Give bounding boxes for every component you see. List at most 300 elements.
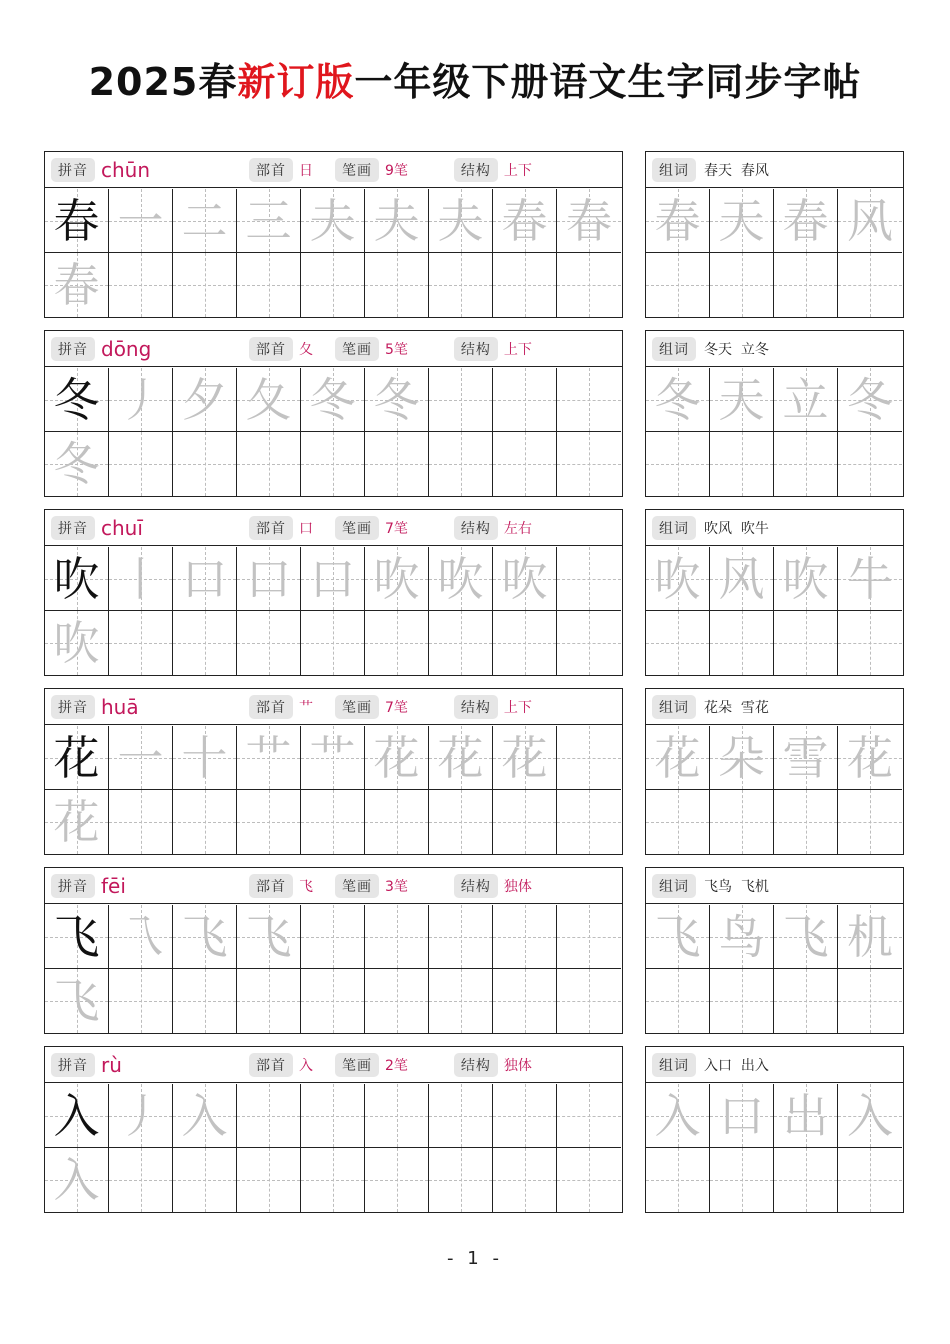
word-character: 入	[654, 1088, 701, 1143]
grid-cell[interactable]	[493, 726, 557, 790]
grid-cell[interactable]	[493, 368, 557, 432]
writing-grid	[45, 368, 621, 496]
grid-cell[interactable]	[838, 189, 902, 253]
model-character: 吹	[53, 551, 100, 606]
word-character: 立	[782, 372, 829, 427]
grid-cell[interactable]	[365, 253, 429, 317]
grid-cell[interactable]	[838, 611, 902, 675]
radical-group	[249, 1053, 313, 1077]
grid-cell[interactable]	[365, 368, 429, 432]
character-block	[44, 509, 904, 676]
title-year: 2025春	[88, 60, 238, 104]
grid-cell[interactable]	[557, 790, 621, 854]
stroke-count-value: 9笔	[385, 162, 408, 179]
word-character: 春	[782, 193, 829, 248]
words-header	[646, 689, 903, 725]
radical-group	[249, 874, 313, 898]
structure-label: 结构	[454, 695, 498, 719]
words-value: 入口 出入	[704, 1057, 769, 1074]
grid-cell[interactable]	[429, 905, 493, 969]
word-character: 风	[847, 193, 893, 248]
grid-cell[interactable]	[557, 1084, 621, 1148]
stroke-step: 花	[437, 730, 484, 785]
model-character: 春	[53, 193, 100, 248]
grid-cell[interactable]	[774, 432, 838, 496]
grid-cell[interactable]	[237, 368, 301, 432]
grid-cell[interactable]	[173, 969, 237, 1033]
grid-cell[interactable]	[109, 1084, 173, 1148]
radical-label: 部首	[249, 516, 293, 540]
grid-cell[interactable]	[838, 969, 902, 1033]
stroke-step: 夫	[309, 193, 356, 248]
words-header	[646, 1047, 903, 1083]
grid-cell[interactable]	[646, 547, 710, 611]
grid-cell[interactable]	[45, 253, 109, 317]
words-card	[645, 151, 904, 318]
writing-grid	[45, 1084, 621, 1212]
radical-label: 部首	[249, 874, 293, 898]
grid-cell[interactable]	[173, 1148, 237, 1212]
grid-cell[interactable]	[838, 726, 902, 790]
grid-cell[interactable]	[301, 432, 365, 496]
grid-cell[interactable]	[493, 547, 557, 611]
grid-cell[interactable]	[301, 726, 365, 790]
structure-group	[454, 695, 532, 719]
pinyin-group	[51, 874, 201, 898]
grid-cell[interactable]	[774, 547, 838, 611]
structure-value: 左右	[503, 520, 532, 537]
grid-cell[interactable]	[237, 611, 301, 675]
grid-cell[interactable]	[646, 790, 710, 854]
pinyin-label: 拼音	[51, 158, 95, 182]
pinyin-group	[51, 158, 201, 182]
structure-value: 上下	[503, 699, 532, 716]
grid-cell[interactable]	[109, 726, 173, 790]
practice-header	[45, 1047, 622, 1083]
writing-grid	[45, 547, 621, 675]
stroke-step: 吹	[437, 551, 484, 606]
stroke-step: 口	[309, 551, 356, 606]
practice-card	[44, 867, 623, 1034]
grid-cell[interactable]	[45, 432, 109, 496]
grid-cell[interactable]	[301, 905, 365, 969]
stroke-step: 二	[181, 193, 228, 248]
grid-cell[interactable]	[173, 611, 237, 675]
grid-cell[interactable]	[109, 1148, 173, 1212]
word-character: 冬	[847, 372, 893, 427]
stroke-step: 乁	[117, 909, 164, 964]
stroke-count-value: 7笔	[385, 699, 408, 716]
grid-cell[interactable]	[646, 969, 710, 1033]
character-block	[44, 1046, 904, 1213]
grid-cell[interactable]	[301, 790, 365, 854]
grid-cell[interactable]	[45, 969, 109, 1033]
stroke-count-group	[335, 516, 408, 540]
grid-cell[interactable]	[173, 189, 237, 253]
character-block	[44, 151, 904, 318]
words-label: 组词	[652, 337, 696, 361]
stroke-step: 一	[117, 193, 164, 248]
stroke-count-value: 3笔	[385, 878, 408, 895]
grid-cell[interactable]	[365, 1148, 429, 1212]
word-character: 春	[654, 193, 701, 248]
title-rest: 一年级下册语文生字同步字帖	[354, 60, 862, 104]
grid-cell[interactable]	[774, 611, 838, 675]
grid-cell[interactable]	[301, 368, 365, 432]
grid-cell[interactable]	[429, 1148, 493, 1212]
stroke-step: 夫	[437, 193, 484, 248]
grid-cell[interactable]	[710, 905, 774, 969]
word-character: 冬	[654, 372, 701, 427]
grid-cell[interactable]	[109, 368, 173, 432]
pinyin-value: rù	[101, 1052, 122, 1077]
grid-cell[interactable]	[838, 1148, 902, 1212]
words-card	[645, 330, 904, 497]
grid-cell[interactable]	[710, 969, 774, 1033]
grid-cell[interactable]	[557, 547, 621, 611]
grid-cell[interactable]	[237, 790, 301, 854]
grid-cell[interactable]	[557, 611, 621, 675]
radical-value: 口	[299, 520, 313, 537]
words-card	[645, 867, 904, 1034]
radical-group	[249, 516, 313, 540]
words-grid	[646, 905, 902, 1033]
word-character: 飞	[654, 909, 701, 964]
words-card	[645, 1046, 904, 1213]
grid-cell[interactable]	[710, 547, 774, 611]
practice-header	[45, 689, 622, 725]
grid-cell[interactable]	[237, 253, 301, 317]
grid-cell[interactable]	[173, 432, 237, 496]
grid-cell[interactable]	[365, 611, 429, 675]
character-block	[44, 867, 904, 1034]
grid-cell[interactable]	[237, 969, 301, 1033]
word-character: 吹	[782, 551, 829, 606]
radical-group	[249, 158, 313, 182]
grid-cell[interactable]	[429, 1084, 493, 1148]
pinyin-group	[51, 516, 201, 540]
grid-cell[interactable]	[774, 790, 838, 854]
practice-header	[45, 510, 622, 546]
word-character: 飞	[782, 909, 829, 964]
grid-cell[interactable]	[429, 790, 493, 854]
stroke-count-value: 5笔	[385, 341, 408, 358]
grid-cell[interactable]	[774, 726, 838, 790]
word-character: 鸟	[718, 909, 765, 964]
grid-cell[interactable]	[109, 905, 173, 969]
stroke-step: 吹	[373, 551, 420, 606]
grid-cell[interactable]	[237, 905, 301, 969]
pinyin-label: 拼音	[51, 1053, 95, 1077]
pinyin-label: 拼音	[51, 516, 95, 540]
model-character: 飞	[53, 909, 100, 964]
grid-cell[interactable]	[710, 611, 774, 675]
grid-cell[interactable]	[774, 1148, 838, 1212]
words-value: 吹风 吹牛	[704, 520, 769, 537]
trace-character: 冬	[53, 437, 100, 491]
grid-cell[interactable]	[173, 790, 237, 854]
practice-card	[44, 509, 623, 676]
grid-cell[interactable]	[493, 611, 557, 675]
grid-cell[interactable]	[710, 1084, 774, 1148]
model-character: 花	[53, 730, 100, 785]
grid-cell[interactable]	[301, 969, 365, 1033]
stroke-count-value: 7笔	[385, 520, 408, 537]
grid-cell[interactable]	[710, 790, 774, 854]
grid-cell[interactable]	[237, 432, 301, 496]
pinyin-value: huā	[101, 694, 139, 719]
grid-cell[interactable]	[365, 726, 429, 790]
word-character: 入	[847, 1088, 893, 1143]
grid-cell[interactable]	[646, 1084, 710, 1148]
grid-cell[interactable]	[45, 1148, 109, 1212]
grid-cell[interactable]	[646, 432, 710, 496]
grid-cell[interactable]	[45, 547, 109, 611]
grid-cell[interactable]	[774, 253, 838, 317]
grid-cell[interactable]	[365, 189, 429, 253]
grid-cell[interactable]	[301, 611, 365, 675]
grid-cell[interactable]	[710, 253, 774, 317]
grid-cell[interactable]	[557, 905, 621, 969]
grid-cell[interactable]	[237, 726, 301, 790]
grid-cell[interactable]	[45, 1084, 109, 1148]
grid-cell[interactable]	[365, 905, 429, 969]
grid-cell[interactable]	[365, 790, 429, 854]
grid-cell[interactable]	[493, 790, 557, 854]
radical-label: 部首	[249, 695, 293, 719]
grid-cell[interactable]	[109, 189, 173, 253]
grid-cell[interactable]	[710, 368, 774, 432]
grid-cell[interactable]	[365, 432, 429, 496]
stroke-count-group	[335, 1053, 408, 1077]
words-value: 飞鸟 飞机	[704, 878, 769, 895]
grid-cell[interactable]	[109, 969, 173, 1033]
pinyin-value: fēi	[101, 873, 126, 898]
structure-label: 结构	[454, 337, 498, 361]
grid-cell[interactable]	[173, 1084, 237, 1148]
pinyin-value: chuī	[101, 515, 143, 540]
grid-cell[interactable]	[710, 432, 774, 496]
stroke-count-group	[335, 695, 408, 719]
grid-cell[interactable]	[838, 432, 902, 496]
grid-cell[interactable]	[301, 1084, 365, 1148]
grid-cell[interactable]	[557, 189, 621, 253]
grid-cell[interactable]	[365, 969, 429, 1033]
title-highlight: 新订版	[237, 60, 355, 104]
grid-cell[interactable]	[429, 969, 493, 1033]
page-number: - 1 -	[447, 1248, 503, 1269]
words-grid	[646, 547, 902, 675]
structure-group	[454, 337, 532, 361]
grid-cell[interactable]	[109, 253, 173, 317]
grid-cell[interactable]	[493, 969, 557, 1033]
grid-cell[interactable]	[365, 1084, 429, 1148]
grid-cell[interactable]	[173, 905, 237, 969]
grid-cell[interactable]	[237, 547, 301, 611]
stroke-step: 春	[501, 193, 548, 248]
grid-cell[interactable]	[774, 969, 838, 1033]
grid-cell[interactable]	[365, 547, 429, 611]
words-header	[646, 331, 903, 367]
practice-card	[44, 330, 623, 497]
practice-card	[44, 151, 623, 318]
grid-cell[interactable]	[45, 189, 109, 253]
radical-label: 部首	[249, 1053, 293, 1077]
word-character: 花	[847, 730, 893, 785]
grid-cell[interactable]	[774, 905, 838, 969]
grid-cell[interactable]	[838, 547, 902, 611]
grid-cell[interactable]	[237, 1084, 301, 1148]
grid-cell[interactable]	[45, 368, 109, 432]
words-grid	[646, 726, 902, 854]
grid-cell[interactable]	[173, 368, 237, 432]
grid-cell[interactable]	[557, 368, 621, 432]
grid-cell[interactable]	[557, 969, 621, 1033]
grid-cell[interactable]	[493, 253, 557, 317]
word-character: 天	[718, 372, 765, 427]
word-character: 机	[847, 909, 893, 964]
grid-cell[interactable]	[429, 726, 493, 790]
radical-value: 入	[299, 1057, 313, 1074]
grid-cell[interactable]	[646, 253, 710, 317]
grid-cell[interactable]	[646, 1148, 710, 1212]
grid-cell[interactable]	[429, 368, 493, 432]
grid-cell[interactable]	[838, 905, 902, 969]
practice-header	[45, 152, 622, 188]
word-character: 牛	[847, 551, 893, 606]
grid-cell[interactable]	[301, 189, 365, 253]
words-header	[646, 868, 903, 904]
grid-cell[interactable]	[237, 189, 301, 253]
grid-cell[interactable]	[646, 726, 710, 790]
grid-cell[interactable]	[710, 726, 774, 790]
grid-cell[interactable]	[173, 547, 237, 611]
grid-cell[interactable]	[838, 1084, 902, 1148]
pinyin-group	[51, 695, 201, 719]
grid-cell[interactable]	[493, 1148, 557, 1212]
stroke-count-group	[335, 874, 408, 898]
words-grid	[646, 1084, 902, 1212]
stroke-count-label: 笔画	[335, 874, 379, 898]
radical-value: 飞	[299, 878, 313, 895]
grid-cell[interactable]	[838, 790, 902, 854]
grid-cell[interactable]	[557, 1148, 621, 1212]
words-card	[645, 509, 904, 676]
grid-cell[interactable]	[493, 905, 557, 969]
grid-cell[interactable]	[557, 432, 621, 496]
stroke-step: 吹	[501, 551, 548, 606]
words-label: 组词	[652, 874, 696, 898]
grid-cell[interactable]	[646, 189, 710, 253]
grid-cell[interactable]	[646, 368, 710, 432]
stroke-step: 春	[566, 193, 612, 248]
grid-cell[interactable]	[237, 1148, 301, 1212]
grid-cell[interactable]	[45, 726, 109, 790]
grid-cell[interactable]	[646, 611, 710, 675]
structure-label: 结构	[454, 516, 498, 540]
word-character: 风	[718, 551, 765, 606]
practice-header	[45, 331, 622, 367]
practice-header	[45, 868, 622, 904]
stroke-step: 夂	[245, 372, 292, 427]
grid-cell[interactable]	[493, 189, 557, 253]
structure-group	[454, 158, 532, 182]
stroke-step: 三	[245, 193, 292, 248]
grid-cell[interactable]	[301, 1148, 365, 1212]
grid-cell[interactable]	[710, 1148, 774, 1212]
grid-cell[interactable]	[429, 432, 493, 496]
structure-value: 上下	[503, 162, 532, 179]
structure-group	[454, 516, 532, 540]
structure-label: 结构	[454, 874, 498, 898]
grid-cell[interactable]	[429, 547, 493, 611]
grid-cell[interactable]	[109, 790, 173, 854]
trace-character: 飞	[53, 974, 100, 1028]
grid-cell[interactable]	[493, 1084, 557, 1148]
pinyin-value: dōng	[101, 336, 152, 361]
grid-cell[interactable]	[173, 726, 237, 790]
grid-cell[interactable]	[45, 790, 109, 854]
grid-cell[interactable]	[838, 253, 902, 317]
grid-cell[interactable]	[301, 253, 365, 317]
grid-cell[interactable]	[493, 432, 557, 496]
structure-value: 独体	[503, 1057, 532, 1074]
stroke-step: 丨	[117, 551, 164, 606]
grid-cell[interactable]	[838, 368, 902, 432]
stroke-step: 飞	[181, 909, 228, 964]
words-label: 组词	[652, 516, 696, 540]
words-label: 组词	[652, 695, 696, 719]
stroke-count-label: 笔画	[335, 516, 379, 540]
radical-label: 部首	[249, 337, 293, 361]
grid-cell[interactable]	[710, 189, 774, 253]
words-header	[646, 510, 903, 546]
grid-cell[interactable]	[774, 189, 838, 253]
practice-card	[44, 688, 623, 855]
stroke-count-group	[335, 158, 408, 182]
grid-cell[interactable]	[109, 547, 173, 611]
grid-cell[interactable]	[173, 253, 237, 317]
radical-value: 夂	[299, 341, 313, 358]
stroke-count-label: 笔画	[335, 158, 379, 182]
grid-cell[interactable]	[45, 905, 109, 969]
grid-cell[interactable]	[109, 611, 173, 675]
structure-group	[454, 874, 532, 898]
words-label: 组词	[652, 1053, 696, 1077]
grid-cell[interactable]	[429, 253, 493, 317]
stroke-step: 口	[245, 551, 292, 606]
grid-cell[interactable]	[429, 611, 493, 675]
grid-cell[interactable]	[646, 905, 710, 969]
stroke-step: 夕	[181, 372, 228, 427]
page-title	[0, 52, 950, 112]
grid-cell[interactable]	[774, 368, 838, 432]
writing-grid	[45, 189, 621, 317]
stroke-step: 冬	[309, 372, 356, 427]
words-value: 冬天 立冬	[704, 341, 769, 358]
grid-cell[interactable]	[774, 1084, 838, 1148]
grid-cell[interactable]	[301, 547, 365, 611]
structure-label: 结构	[454, 158, 498, 182]
grid-cell[interactable]	[45, 611, 109, 675]
grid-cell[interactable]	[557, 253, 621, 317]
stroke-step: 飞	[245, 909, 292, 964]
grid-cell[interactable]	[557, 726, 621, 790]
stroke-step: 花	[373, 730, 420, 785]
stroke-step: 丿	[117, 1088, 164, 1143]
grid-cell[interactable]	[429, 189, 493, 253]
grid-cell[interactable]	[109, 432, 173, 496]
